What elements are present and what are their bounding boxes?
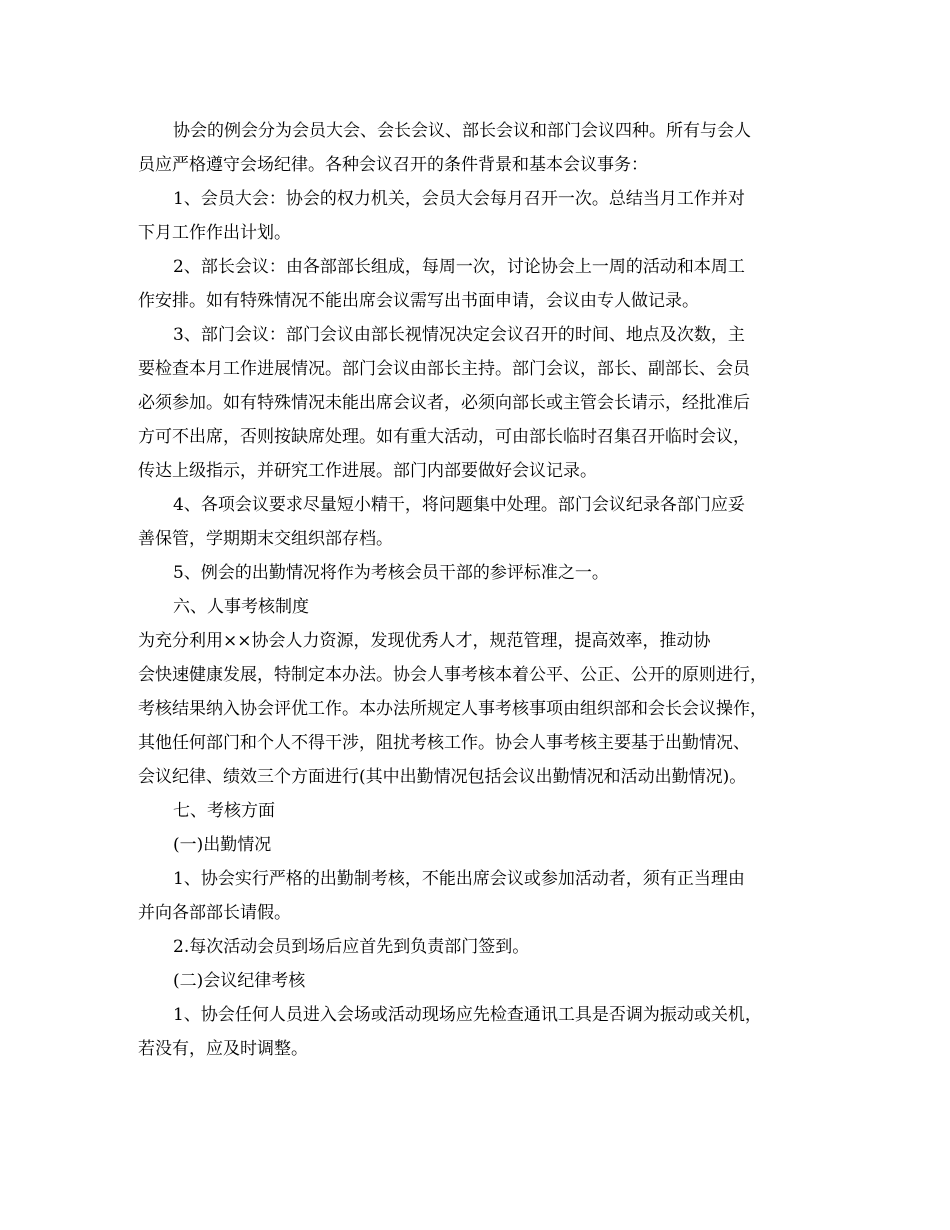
text-line: 并向各部部长请假。 (138, 903, 291, 923)
text-line: 要检查本月工作进展情况。部门会议由部长主持。部门会议，部长、副部长、会员 (138, 359, 750, 379)
text-line: 会议纪律、绩效三个方面进行(其中出勤情况包括会议出勤情况和活动出勤情况)。 (138, 767, 747, 787)
text-line: 为充分利用××协会人力资源，发现优秀人才，规范管理，提高效率，推动协 (138, 631, 711, 651)
text-line: 员应严格遵守会场纪律。各种会议召开的条件背景和基本会议事务： (138, 155, 648, 175)
text-line: 善保管，学期期末交组织部存档。 (138, 529, 393, 549)
text-line: 3、部门会议：部门会议由部长视情况决定会议召开的时间、地点及次数，主 (173, 325, 745, 345)
text-line: 传达上级指示，并研究工作进展。部门内部要做好会议记录。 (138, 461, 597, 481)
text-line: 5、例会的出勤情况将作为考核会员干部的参评标准之一。 (173, 563, 609, 583)
section-heading: 六、人事考核制度 (173, 597, 309, 617)
text-line: 协会的例会分为会员大会、会长会议、部长会议和部门会议四种。所有与会人 (173, 121, 751, 141)
text-line: 1、协会实行严格的出勤制考核，不能出席会议或参加活动者，须有正当理由 (173, 869, 745, 889)
text-line: 2、部长会议：由各部部长组成，每周一次，讨论协会上一周的活动和本周工 (173, 257, 745, 277)
subsection-heading: (二)会议纪律考核 (173, 971, 306, 991)
text-line: 下月工作作出计划。 (138, 223, 291, 243)
document-body (138, 114, 816, 1066)
text-line: 1、会员大会：协会的权力机关，会员大会每月召开一次。总结当月工作并对 (173, 189, 745, 209)
subsection-heading: (一)出勤情况 (173, 835, 272, 855)
section-heading: 七、考核方面 (173, 801, 275, 821)
text-line: 4、各项会议要求尽量短小精干，将问题集中处理。部门会议纪录各部门应妥 (173, 495, 745, 515)
text-line: 若没有，应及时调整。 (138, 1039, 308, 1059)
text-line: 考核结果纳入协会评优工作。本办法所规定人事考核事项由组织部和会长会议操作， (138, 699, 767, 719)
text-line: 会快速健康发展，特制定本办法。协会人事考核本着公平、公正、公开的原则进行， (138, 665, 767, 685)
text-line: 2.每次活动会员到场后应首先到负责部门签到。 (173, 937, 530, 957)
text-line: 必须参加。如有特殊情况未能出席会议者，必须向部长或主管会长请示，经批准后 (138, 393, 750, 413)
text-line: 作安排。如有特殊情况不能出席会议需写出书面申请，会议由专人做记录。 (138, 291, 699, 311)
text-line: 其他任何部门和个人不得干涉，阻扰考核工作。协会人事考核主要基于出勤情况、 (138, 733, 750, 753)
text-line: 方可不出席，否则按缺席处理。如有重大活动，可由部长临时召集召开临时会议， (138, 427, 750, 447)
text-line: 1、协会任何人员进入会场或活动现场应先检查通讯工具是否调为振动或关机， (173, 1005, 762, 1025)
